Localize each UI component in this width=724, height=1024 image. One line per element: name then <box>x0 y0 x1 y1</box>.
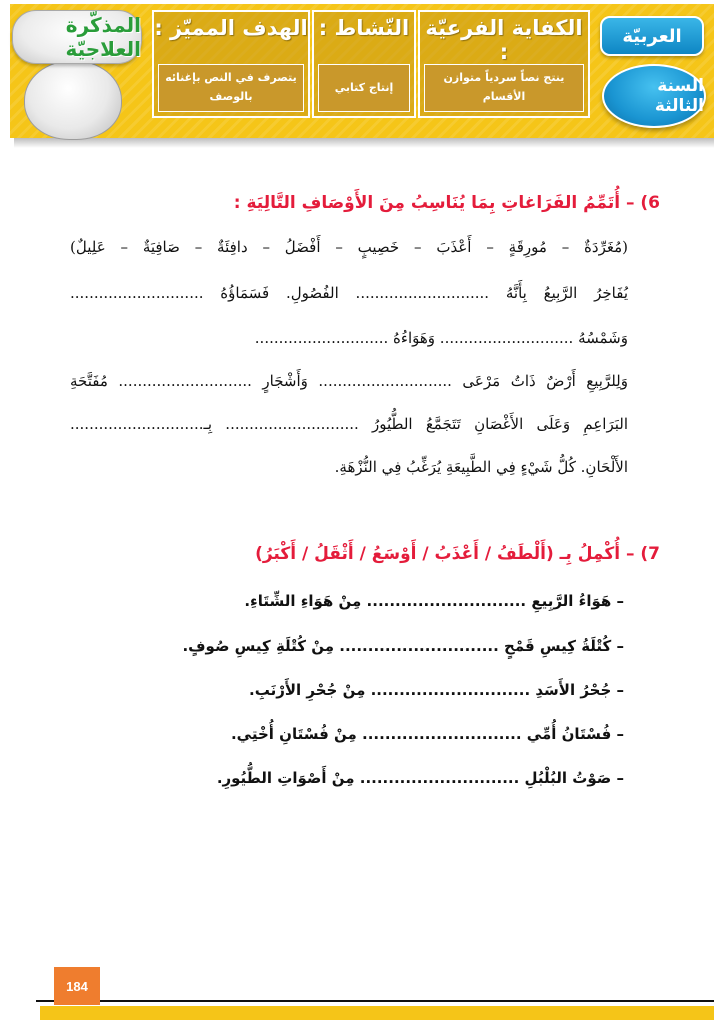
exercise-6-word-bank: (مُغَرِّدَةٌ – مُورِقَةٍ – أَعْذَبَ – خَصِيبٍ – أَفْضَلُ – دافِئَةٌ – صَافِيَةٌ – عَلِيلٌ) <box>70 238 628 256</box>
exercise-7-item-3[interactable]: – جُحْرُ الأَسَدِ ............................ مِنْ جُحْرِ الأَرْنَبِ. <box>249 681 624 699</box>
logo-banner <box>12 10 142 64</box>
exercise-6-line-3[interactable]: وَلِلرَّبِيعِ أَرْضٌ ذَاتُ مَرْعَى ............................ وَأَشْجَارٍ ............................ مُفَتَّحَةِ <box>70 372 628 390</box>
goal-box <box>152 10 310 118</box>
exercise-6-line-4[interactable]: البَرَاعِمِ وَعَلَى الأَغْصَانِ تَتَجَمَّعُ الطُّيُورُ ............................ بِـ............................ <box>70 415 628 433</box>
exercise-7-title: 7) – أُكْمِلُ بِـ (أَلْطَفُ / أَعْذَبُ / أَوْسَعُ / أَثْقَلُ / أَكْبَرُ) <box>255 544 660 564</box>
grade-label: السنة الثالثة <box>602 64 706 128</box>
exercise-6-line-1[interactable]: يُفَاخِرُ الرَّبِيعُ بِأَنَّهُ ............................ الفُصُولِ. فَسَمَاؤُهُ ............................ <box>70 284 628 302</box>
competency-text: ينتج نصاً سردياً متوازن الأقسام <box>424 64 584 112</box>
exercise-6-line-2[interactable]: وَشَمْسُهُ ............................ وَهَوَاءُهُ ............................ <box>254 329 628 347</box>
subject-label: العربيّة <box>600 16 704 56</box>
logo-title: المذكّرة العلاجيّة <box>65 13 141 61</box>
exercise-6-line-5: الأَلْحَانِ. كُلُّ شَيْءٍ فِي الطَّبِيعَةِ يُرَغِّبُ فِي النُّزْهَةِ. <box>334 458 628 476</box>
exercise-7-item-2[interactable]: – كُتْلَةُ كِيسِ قَمْحٍ ............................ مِنْ كُتْلَةِ كِيسِ صُوفٍ. <box>182 637 624 655</box>
header-shadow <box>14 138 714 148</box>
footer-bar <box>40 1006 714 1020</box>
competency-box <box>418 10 590 118</box>
goal-title: الهدف المميّز : <box>154 16 308 40</box>
activity-title: النّشاط : <box>318 16 410 40</box>
logo-emblem <box>24 60 122 140</box>
footer-rule <box>36 1000 714 1002</box>
exercise-7-item-4[interactable]: – فُسْتَانُ أُمِّي ............................ مِنْ فُسْتَانِ أُخْتِي. <box>230 725 624 743</box>
exercise-6-title: 6) – أُتَمِّمُ الفَرَاغاتِ بِمَا يُنَاسِبُ مِنَ الأَوْصَافِ التَّالِيَةِ : <box>233 193 660 213</box>
goal-text: يتصرف في النص بإغنائه بالوصف <box>158 64 304 112</box>
activity-text: إنتاج كتابي <box>318 64 410 112</box>
activity-box <box>312 10 416 118</box>
exercise-7-item-1[interactable]: – هَوَاءُ الرَّبِيعِ ............................ مِنْ هَوَاءِ الشِّتَاءِ. <box>244 592 624 610</box>
page-number: 184 <box>54 967 100 1005</box>
competency-title: الكفاية الفرعيّة : <box>425 16 583 64</box>
exercise-7-item-5[interactable]: – صَوْتُ البُلْبُلِ ............................ مِنْ أَصْوَاتِ الطُّيُورِ. <box>216 769 624 787</box>
